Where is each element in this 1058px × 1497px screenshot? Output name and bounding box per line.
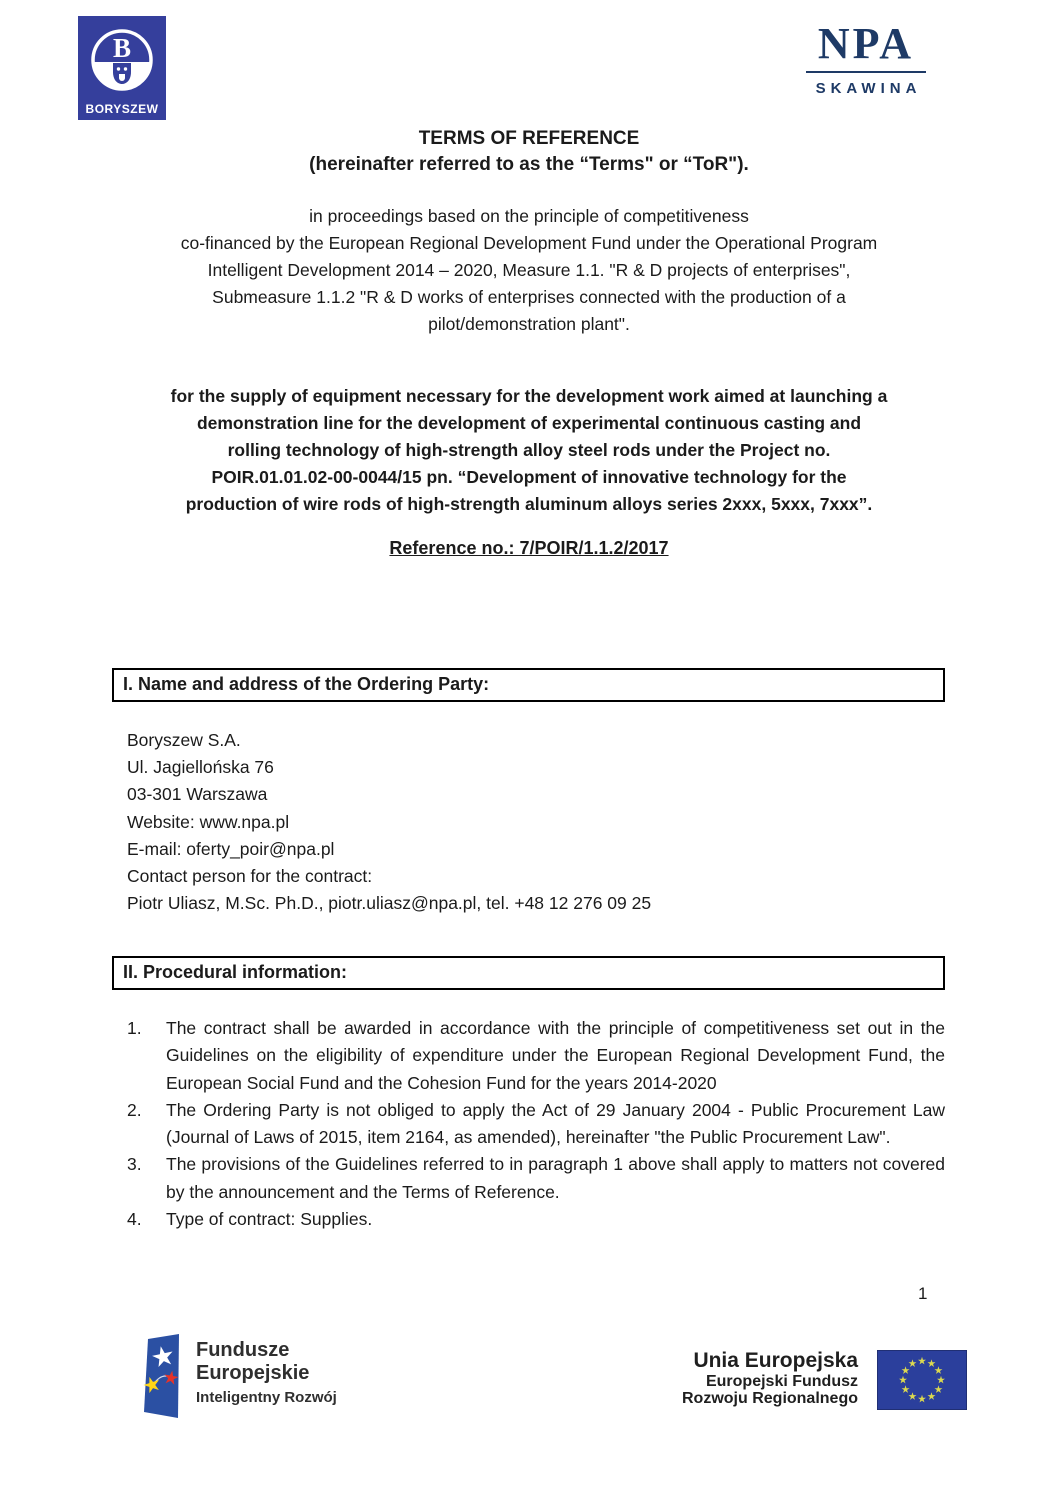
ue-label-line: Unia Europejska [693,1349,858,1372]
title-line-2: (hereinafter referred to as the “Terms" or “ToR"). [309,154,749,175]
list-item [127,1206,945,1233]
fe-label-line: Inteligentny Rozwój [196,1389,337,1406]
address-line: Ul. Jagiellońska 76 [127,757,274,778]
subject-line: POIR.01.01.02-00-0044/15 pn. “Development of innovative technology for the [211,467,847,487]
subject-line: rolling technology of high-strength alloy steel rods under the Project no. [227,440,831,460]
address-line: Contact person for the contract: [127,866,373,887]
ordering-party-address [127,727,651,917]
european-funds-flag-icon [143,1333,181,1425]
address-line-contact: Piotr Uliasz, M.Sc. Ph.D., piotr.uliasz@npa.pl, tel. +48 12 276 09 25 [127,893,652,914]
address-line: Boryszew S.A. [127,730,241,750]
npa-logo [804,20,928,97]
subject-line: for the supply of equipment necessary for the development work aimed at launching a [170,386,888,406]
european-union-label [600,1347,858,1407]
section-1-heading: I. Name and address of the Ordering Party: [112,668,945,702]
intro-line: pilot/demonstration plant". [428,314,630,334]
intro-line: co-financed by the European Regional Development Fund under the Operational Program [180,233,878,253]
intro-line: in proceedings based on the principle of competitiveness [309,206,749,226]
intro-line: Intelligent Development 2014 – 2020, Measure 1.1. "R & D projects of enterprises", [207,260,851,280]
intro-paragraph [0,203,1058,338]
item-number: 1. [127,1018,142,1038]
item-number: 2. [127,1099,142,1120]
european-funds-label [196,1339,337,1406]
npa-subtitle: SKAWINA [815,80,922,97]
item-text: The Ordering Party is not obliged to apply the Act of 29 January 2004 - Public Procurement Law (Journal of Laws of 2015, item 2164, as amended), hereinafter "the Public Procurement Law". [166,1099,945,1148]
fe-label-line: Europejskie [196,1362,310,1384]
ue-label-line: Europejski Fundusz [705,1373,858,1390]
fe-label-line: Fundusze [196,1339,290,1361]
address-line-email: E-mail: oferty_poir@npa.pl [127,838,335,859]
npa-wordmark: NPA [817,19,915,68]
boryszew-wordmark: BORYSZEW [85,102,159,116]
item-text: The contract shall be awarded in accordance with the principle of competitiveness set out in the Guidelines on the eligibility of expenditure under the European Regional Development Fund, the European Social Fund and the Cohesion Fund for the years 2014-2020 [166,1018,945,1093]
eu-flag-icon [877,1350,967,1415]
subject-line: demonstration line for the development of experimental continuous casting and [196,413,862,433]
procedural-information-list [127,1015,945,1233]
title-line-1: TERMS OF REFERENCE [418,128,640,149]
document-title [0,126,1058,178]
reference-number: Reference no.: 7/POIR/1.1.2/2017 [389,538,669,558]
list-item [127,1151,945,1206]
address-line: 03-301 Warszawa [127,784,268,805]
boryszew-initial: B [112,33,132,63]
subject-line: production of wire rods of high-strength aluminum alloys series 2xxx, 5xxx, 7xxx”. [185,494,873,514]
item-number: 4. [127,1209,142,1230]
npa-divider [806,71,926,73]
intro-line: Submeasure 1.1.2 "R & D works of enterprises connected with the production of a [212,287,846,307]
boryszew-logo-icon [78,16,166,120]
subject-paragraph [0,383,1058,518]
item-text: The provisions of the Guidelines referred to in paragraph 1 above shall apply to matters not covered by the announcement and the Terms of Reference. [166,1154,945,1202]
list-item [127,1015,945,1097]
list-item [127,1097,945,1152]
item-number: 3. [127,1154,142,1175]
boryszew-logo [78,16,166,120]
address-line-website: Website: www.npa.pl [127,811,290,832]
page-number: 1 [918,1284,928,1303]
section-2-heading: II. Procedural information: [112,956,945,990]
item-text: Type of contract: Supplies. [166,1209,373,1230]
ue-label-line: Rozwoju Regionalnego [682,1389,858,1407]
